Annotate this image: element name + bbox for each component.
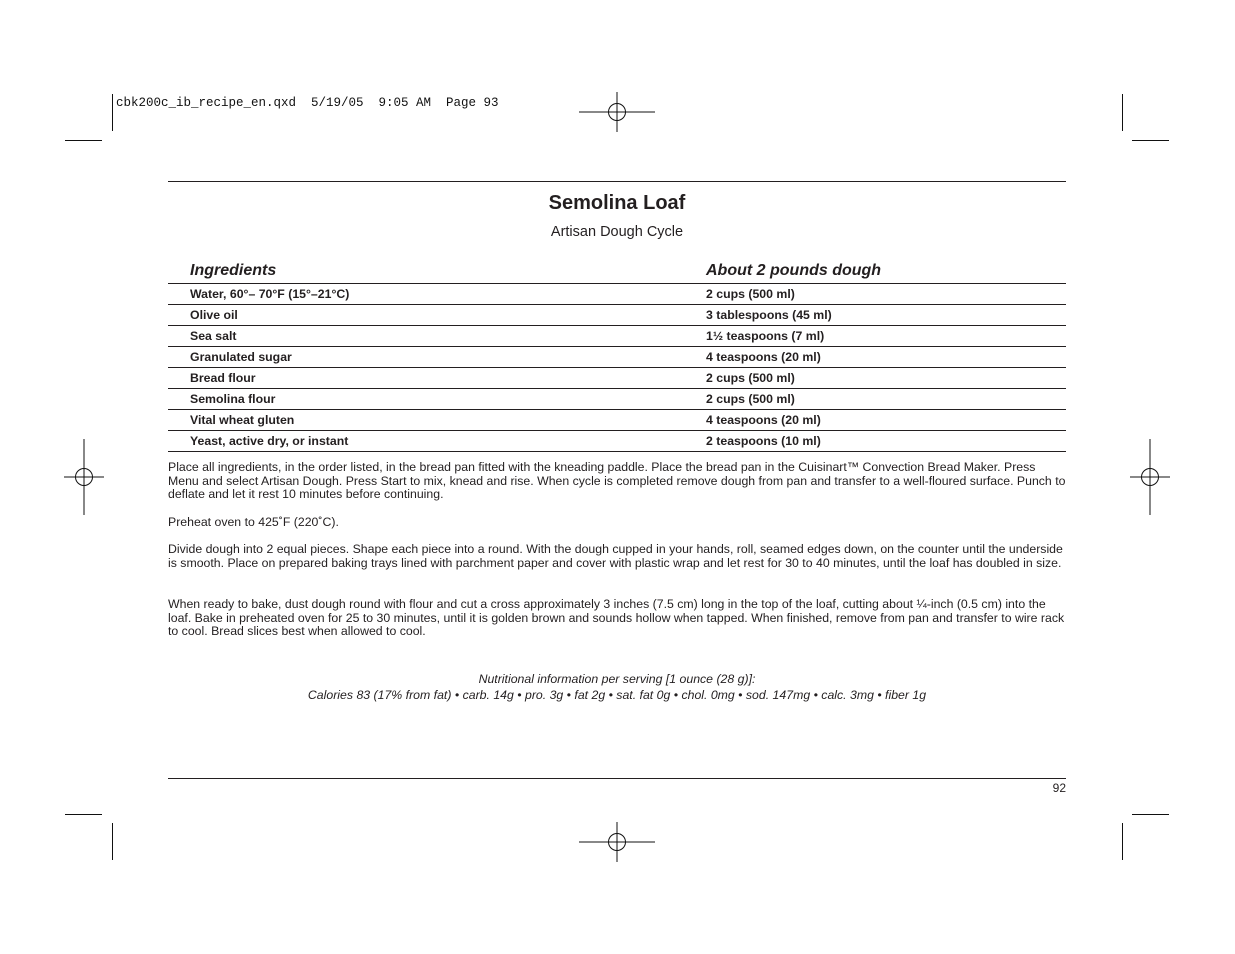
- ingredient-amount: 4 teaspoons (20 ml): [706, 350, 821, 364]
- table-row: [168, 389, 1066, 410]
- slug-line: cbk200c_ib_recipe_en.qxd 5/19/05 9:05 AM Page 93: [116, 96, 499, 110]
- table-row: [168, 284, 1066, 305]
- crop-mark: [1132, 140, 1169, 141]
- registration-mark-icon: [579, 74, 655, 150]
- ingredient-name: Olive oil: [190, 308, 238, 322]
- ingredient-amount: 4 teaspoons (20 ml): [706, 413, 821, 427]
- table-row: [168, 347, 1066, 368]
- ingredient-amount: 2 teaspoons (10 ml): [706, 434, 821, 448]
- ingredient-name: Granulated sugar: [190, 350, 292, 364]
- table-row: [168, 431, 1066, 452]
- ingredient-amount: 2 cups (500 ml): [706, 392, 795, 406]
- registration-mark-icon: [46, 439, 122, 515]
- nutrition-heading: Nutritional information per serving [1 ounce (28 g)]:: [478, 672, 756, 686]
- recipe-subtitle: Artisan Dough Cycle: [550, 224, 684, 240]
- ingredient-amount: 2 cups (500 ml): [706, 371, 795, 385]
- top-rule: [168, 181, 1066, 182]
- recipe-title: Semolina Loaf: [548, 192, 686, 214]
- crop-mark: [1122, 823, 1123, 860]
- bottom-rule: [168, 778, 1066, 779]
- table-header: [168, 261, 1066, 284]
- crop-mark: [112, 823, 113, 860]
- table-row: [168, 410, 1066, 431]
- table-row: [168, 368, 1066, 389]
- ingredient-name: Water, 60°– 70°F (15°–21°C): [190, 287, 350, 301]
- ingredient-amount: 1½ teaspoons (7 ml): [706, 329, 825, 343]
- ingredients-heading: Ingredients: [190, 262, 277, 279]
- ingredient-name: Sea salt: [190, 329, 237, 343]
- crop-mark: [1122, 94, 1123, 131]
- yield-heading: About 2 pounds dough: [706, 262, 882, 279]
- registration-mark-icon: [579, 804, 655, 880]
- ingredient-amount: 2 cups (500 ml): [706, 287, 795, 301]
- instruction-paragraph: Preheat oven to 425˚F (220˚C).: [168, 515, 339, 529]
- ingredient-name: Bread flour: [190, 371, 256, 385]
- crop-mark: [65, 140, 102, 141]
- ingredient-name: Yeast, active dry, or instant: [190, 434, 349, 448]
- table-row: [168, 305, 1066, 326]
- ingredients-table: [168, 261, 1066, 452]
- crop-mark: [1132, 814, 1169, 815]
- instruction-paragraph: Place all ingredients, in the order listed, in the bread pan fitted with the kneading paddle. Place the bread pan in the Cuisinart™ Convection Bread Maker. Press Menu and select Artisan Dough. Press Start to mix, knead and rise. When cycle is completed remove dough from pan and transfer to a well-floured surface. Punch to deflate and let it rest 10 minutes before continuing.: [168, 460, 1066, 502]
- crop-mark: [65, 814, 102, 815]
- page-number: 92: [1052, 781, 1066, 795]
- ingredient-amount: 3 tablespoons (45 ml): [706, 308, 832, 322]
- instruction-paragraph: Divide dough into 2 equal pieces. Shape each piece into a round. With the dough cupped in your hands, roll, seamed edges down, on the counter until the underside is smooth. Place on prepared baking trays lined with parchment paper and cover with plastic wrap and let rest for 30 to 40 minutes, until the loaf has doubled in size.: [168, 542, 1063, 570]
- nutrition-values: Calories 83 (17% from fat) • carb. 14g • pro. 3g • fat 2g • sat. fat 0g • chol. 0mg • sod. 147mg • calc. 3mg • fiber 1g: [307, 688, 927, 702]
- ingredient-name: Semolina flour: [190, 392, 276, 406]
- ingredient-name: Vital wheat gluten: [190, 413, 295, 427]
- table-row: [168, 326, 1066, 347]
- instruction-paragraph: When ready to bake, dust dough round with flour and cut a cross approximately 3 inches (7.5 cm) long in the top of the loaf, cutting about ¼-inch (0.5 cm) into the loaf. Bake in preheated oven for 25 to 30 minutes, until it is golden brown and sounds hollow when tapped. When finished, remove from pan and transfer to wire rack to cool. Bread slices best when allowed to cool.: [168, 597, 1065, 639]
- crop-mark: [112, 94, 113, 131]
- registration-mark-icon: [1112, 439, 1188, 515]
